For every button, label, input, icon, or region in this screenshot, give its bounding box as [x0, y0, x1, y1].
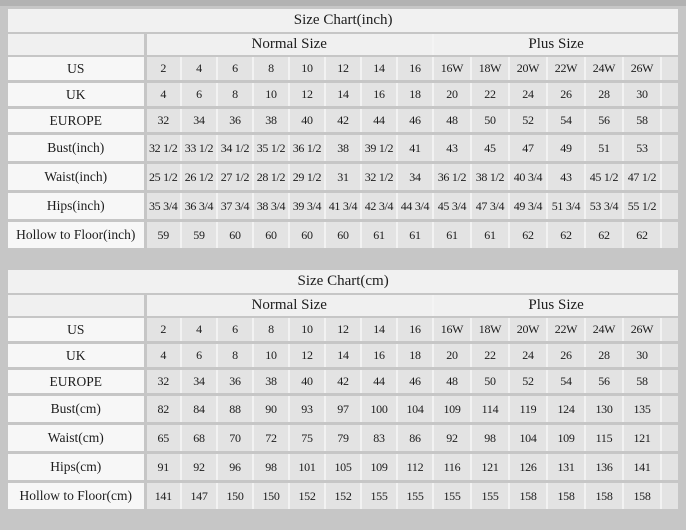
size-value-cell: 60: [217, 221, 253, 250]
size-value-cell: 105: [325, 453, 361, 482]
size-value-cell: 16: [397, 56, 433, 82]
size-value-cell: 62: [509, 221, 547, 250]
size-value-cell: 12: [289, 82, 325, 108]
size-value-cell: 56: [585, 369, 623, 395]
corner-cell: [8, 294, 145, 317]
row-label: Hips(inch): [8, 192, 145, 221]
size-value-cell: 38: [253, 108, 289, 134]
size-value-cell: 39 3/4: [289, 192, 325, 221]
size-value-cell: 59: [145, 221, 181, 250]
size-value-cell: 35 1/2: [253, 134, 289, 163]
size-value-cell: 68: [181, 424, 217, 453]
size-value-cell: 60: [253, 221, 289, 250]
size-value-cell: 26: [547, 82, 585, 108]
size-value-cell: 6: [217, 317, 253, 343]
size-value-cell: 28: [585, 82, 623, 108]
table-row: [8, 108, 678, 134]
size-value-cell: 26: [547, 343, 585, 369]
top-margin-strip: [0, 0, 686, 6]
size-chart-inch-table: [8, 9, 678, 251]
size-value-cell: 10: [289, 317, 325, 343]
size-value-cell: 109: [433, 395, 471, 424]
size-value-cell: 155: [471, 482, 509, 511]
size-value-cell: 22: [471, 343, 509, 369]
row-label: EUROPE: [8, 108, 145, 134]
size-value-cell: 40: [289, 108, 325, 134]
size-value-cell: 104: [509, 424, 547, 453]
size-value-cell: 96: [217, 453, 253, 482]
size-value-cell: 92: [181, 453, 217, 482]
size-value-cell: 6: [181, 343, 217, 369]
size-value-cell: 26W: [623, 56, 661, 82]
table-row: [8, 343, 678, 369]
filler-cell: [661, 453, 678, 482]
size-value-cell: 55 1/2: [623, 192, 661, 221]
size-value-cell: 91: [145, 453, 181, 482]
size-value-cell: 2: [145, 56, 181, 82]
row-label: Hollow to Floor(cm): [8, 482, 145, 511]
size-value-cell: 116: [433, 453, 471, 482]
size-value-cell: 54: [547, 108, 585, 134]
size-value-cell: 50: [471, 369, 509, 395]
size-value-cell: 84: [181, 395, 217, 424]
row-label: Waist(cm): [8, 424, 145, 453]
size-chart-cm-table: [8, 270, 678, 512]
size-value-cell: 36: [217, 108, 253, 134]
size-value-cell: 22W: [547, 56, 585, 82]
size-value-cell: 126: [509, 453, 547, 482]
size-value-cell: 10: [289, 56, 325, 82]
size-value-cell: 45: [471, 134, 509, 163]
size-value-cell: 36 1/2: [289, 134, 325, 163]
size-value-cell: 18: [397, 343, 433, 369]
row-label: Hips(cm): [8, 453, 145, 482]
filler-cell: [661, 108, 678, 134]
size-value-cell: 24W: [585, 317, 623, 343]
size-value-cell: 48: [433, 108, 471, 134]
group-header-row: [8, 33, 678, 56]
size-value-cell: 141: [145, 482, 181, 511]
size-value-cell: 40: [289, 369, 325, 395]
size-value-cell: 16: [397, 317, 433, 343]
table-row: [8, 317, 678, 343]
size-value-cell: 30: [623, 82, 661, 108]
filler-cell: [661, 317, 678, 343]
size-value-cell: 82: [145, 395, 181, 424]
size-value-cell: 8: [217, 82, 253, 108]
row-label: UK: [8, 343, 145, 369]
size-value-cell: 61: [397, 221, 433, 250]
row-label: Bust(inch): [8, 134, 145, 163]
size-value-cell: 12: [325, 317, 361, 343]
size-value-cell: 22: [471, 82, 509, 108]
size-value-cell: 61: [471, 221, 509, 250]
size-value-cell: 18W: [471, 317, 509, 343]
filler-cell: [661, 134, 678, 163]
size-value-cell: 25 1/2: [145, 163, 181, 192]
size-value-cell: 4: [181, 56, 217, 82]
normal-size-header: Normal Size: [145, 33, 433, 56]
size-value-cell: 124: [547, 395, 585, 424]
size-value-cell: 97: [325, 395, 361, 424]
size-value-cell: 32 1/2: [361, 163, 397, 192]
size-value-cell: 115: [585, 424, 623, 453]
size-value-cell: 43: [547, 163, 585, 192]
size-value-cell: 61: [361, 221, 397, 250]
filler-cell: [661, 82, 678, 108]
size-value-cell: 109: [361, 453, 397, 482]
size-value-cell: 34: [181, 369, 217, 395]
filler-cell: [661, 369, 678, 395]
size-value-cell: 53 3/4: [585, 192, 623, 221]
size-value-cell: 16: [361, 82, 397, 108]
size-value-cell: 135: [623, 395, 661, 424]
size-value-cell: 34 1/2: [217, 134, 253, 163]
size-value-cell: 20: [433, 343, 471, 369]
size-value-cell: 58: [623, 108, 661, 134]
size-value-cell: 38: [325, 134, 361, 163]
size-value-cell: 70: [217, 424, 253, 453]
size-value-cell: 20: [433, 82, 471, 108]
size-value-cell: 18: [397, 82, 433, 108]
size-value-cell: 14: [325, 82, 361, 108]
size-value-cell: 38: [253, 369, 289, 395]
size-value-cell: 41: [397, 134, 433, 163]
size-value-cell: 33 1/2: [181, 134, 217, 163]
size-value-cell: 150: [253, 482, 289, 511]
size-value-cell: 86: [397, 424, 433, 453]
size-value-cell: 42 3/4: [361, 192, 397, 221]
size-value-cell: 51: [585, 134, 623, 163]
size-value-cell: 75: [289, 424, 325, 453]
table-row: [8, 134, 678, 163]
size-value-cell: 62: [623, 221, 661, 250]
size-value-cell: 60: [325, 221, 361, 250]
row-label: EUROPE: [8, 369, 145, 395]
size-value-cell: 46: [397, 108, 433, 134]
size-value-cell: 37 3/4: [217, 192, 253, 221]
size-value-cell: 26W: [623, 317, 661, 343]
size-value-cell: 32: [145, 369, 181, 395]
size-value-cell: 12: [289, 343, 325, 369]
size-value-cell: 42: [325, 369, 361, 395]
filler-cell: [661, 163, 678, 192]
size-value-cell: 47 3/4: [471, 192, 509, 221]
table-row: [8, 82, 678, 108]
size-value-cell: 47 1/2: [623, 163, 661, 192]
size-value-cell: 62: [585, 221, 623, 250]
plus-size-header: Plus Size: [433, 33, 678, 56]
row-label: Hollow to Floor(inch): [8, 221, 145, 250]
size-value-cell: 45 1/2: [585, 163, 623, 192]
table-title: Size Chart(cm): [8, 270, 678, 294]
size-value-cell: 98: [253, 453, 289, 482]
size-value-cell: 28 1/2: [253, 163, 289, 192]
size-value-cell: 121: [471, 453, 509, 482]
filler-cell: [661, 424, 678, 453]
size-value-cell: 49: [547, 134, 585, 163]
size-value-cell: 4: [145, 343, 181, 369]
table-row: [8, 56, 678, 82]
size-value-cell: 104: [397, 395, 433, 424]
size-value-cell: 141: [623, 453, 661, 482]
size-value-cell: 24: [509, 82, 547, 108]
size-value-cell: 98: [471, 424, 509, 453]
size-value-cell: 155: [397, 482, 433, 511]
normal-size-header: Normal Size: [145, 294, 433, 317]
size-value-cell: 14: [361, 56, 397, 82]
size-value-cell: 88: [217, 395, 253, 424]
size-value-cell: 41 3/4: [325, 192, 361, 221]
size-value-cell: 136: [585, 453, 623, 482]
corner-cell: [8, 33, 145, 56]
table-row: [8, 369, 678, 395]
size-value-cell: 47: [509, 134, 547, 163]
filler-cell: [661, 56, 678, 82]
size-value-cell: 4: [145, 82, 181, 108]
size-value-cell: 114: [471, 395, 509, 424]
size-value-cell: 49 3/4: [509, 192, 547, 221]
size-value-cell: 158: [547, 482, 585, 511]
size-value-cell: 93: [289, 395, 325, 424]
size-value-cell: 100: [361, 395, 397, 424]
size-value-cell: 46: [397, 369, 433, 395]
size-value-cell: 150: [217, 482, 253, 511]
filler-cell: [661, 395, 678, 424]
table-row: [8, 221, 678, 250]
size-value-cell: 131: [547, 453, 585, 482]
size-value-cell: 6: [181, 82, 217, 108]
size-value-cell: 56: [585, 108, 623, 134]
size-value-cell: 29 1/2: [289, 163, 325, 192]
size-value-cell: 8: [253, 56, 289, 82]
size-value-cell: 121: [623, 424, 661, 453]
filler-cell: [661, 482, 678, 511]
size-value-cell: 54: [547, 369, 585, 395]
size-value-cell: 60: [289, 221, 325, 250]
size-value-cell: 35 3/4: [145, 192, 181, 221]
size-value-cell: 30: [623, 343, 661, 369]
table-row: [8, 482, 678, 511]
row-label: UK: [8, 82, 145, 108]
size-value-cell: 152: [325, 482, 361, 511]
size-value-cell: 52: [509, 108, 547, 134]
size-value-cell: 32 1/2: [145, 134, 181, 163]
size-value-cell: 8: [217, 343, 253, 369]
size-value-cell: 38 1/2: [471, 163, 509, 192]
size-value-cell: 10: [253, 343, 289, 369]
size-value-cell: 48: [433, 369, 471, 395]
row-label: US: [8, 317, 145, 343]
table-title: Size Chart(inch): [8, 9, 678, 33]
size-value-cell: 8: [253, 317, 289, 343]
size-value-cell: 20W: [509, 317, 547, 343]
size-value-cell: 119: [509, 395, 547, 424]
size-value-cell: 130: [585, 395, 623, 424]
size-value-cell: 34: [181, 108, 217, 134]
size-value-cell: 2: [145, 317, 181, 343]
size-value-cell: 40 3/4: [509, 163, 547, 192]
size-value-cell: 14: [325, 343, 361, 369]
size-value-cell: 38 3/4: [253, 192, 289, 221]
table-row: [8, 163, 678, 192]
size-value-cell: 62: [547, 221, 585, 250]
size-value-cell: 101: [289, 453, 325, 482]
size-value-cell: 92: [433, 424, 471, 453]
size-value-cell: 65: [145, 424, 181, 453]
size-value-cell: 16W: [433, 317, 471, 343]
size-value-cell: 22W: [547, 317, 585, 343]
table-title-row: [8, 9, 678, 33]
size-value-cell: 18W: [471, 56, 509, 82]
size-value-cell: 50: [471, 108, 509, 134]
size-value-cell: 6: [217, 56, 253, 82]
size-value-cell: 72: [253, 424, 289, 453]
group-header-row: [8, 294, 678, 317]
size-value-cell: 58: [623, 369, 661, 395]
size-value-cell: 59: [181, 221, 217, 250]
row-label: Bust(cm): [8, 395, 145, 424]
size-value-cell: 10: [253, 82, 289, 108]
size-value-cell: 52: [509, 369, 547, 395]
size-value-cell: 16: [361, 343, 397, 369]
size-value-cell: 14: [361, 317, 397, 343]
filler-cell: [661, 343, 678, 369]
filler-cell: [661, 192, 678, 221]
size-value-cell: 42: [325, 108, 361, 134]
size-value-cell: 36: [217, 369, 253, 395]
size-value-cell: 158: [509, 482, 547, 511]
plus-size-header: Plus Size: [433, 294, 678, 317]
size-value-cell: 24: [509, 343, 547, 369]
size-value-cell: 152: [289, 482, 325, 511]
size-value-cell: 155: [361, 482, 397, 511]
size-value-cell: 36 1/2: [433, 163, 471, 192]
size-value-cell: 158: [623, 482, 661, 511]
row-label: Waist(inch): [8, 163, 145, 192]
size-value-cell: 61: [433, 221, 471, 250]
size-value-cell: 20W: [509, 56, 547, 82]
size-value-cell: 147: [181, 482, 217, 511]
size-value-cell: 4: [181, 317, 217, 343]
size-value-cell: 28: [585, 343, 623, 369]
table-row: [8, 453, 678, 482]
size-value-cell: 34: [397, 163, 433, 192]
size-value-cell: 79: [325, 424, 361, 453]
table-row: [8, 424, 678, 453]
size-value-cell: 43: [433, 134, 471, 163]
table-row: [8, 192, 678, 221]
table-title-row: [8, 270, 678, 294]
size-value-cell: 44 3/4: [397, 192, 433, 221]
size-value-cell: 16W: [433, 56, 471, 82]
filler-cell: [661, 221, 678, 250]
size-value-cell: 51 3/4: [547, 192, 585, 221]
size-value-cell: 155: [433, 482, 471, 511]
size-value-cell: 45 3/4: [433, 192, 471, 221]
size-value-cell: 112: [397, 453, 433, 482]
table-row: [8, 395, 678, 424]
row-label: US: [8, 56, 145, 82]
size-value-cell: 39 1/2: [361, 134, 397, 163]
size-value-cell: 158: [585, 482, 623, 511]
size-value-cell: 27 1/2: [217, 163, 253, 192]
size-value-cell: 36 3/4: [181, 192, 217, 221]
size-value-cell: 109: [547, 424, 585, 453]
size-value-cell: 44: [361, 369, 397, 395]
size-value-cell: 31: [325, 163, 361, 192]
size-value-cell: 12: [325, 56, 361, 82]
size-value-cell: 24W: [585, 56, 623, 82]
size-value-cell: 32: [145, 108, 181, 134]
size-value-cell: 83: [361, 424, 397, 453]
size-value-cell: 90: [253, 395, 289, 424]
size-value-cell: 53: [623, 134, 661, 163]
size-value-cell: 44: [361, 108, 397, 134]
size-value-cell: 26 1/2: [181, 163, 217, 192]
